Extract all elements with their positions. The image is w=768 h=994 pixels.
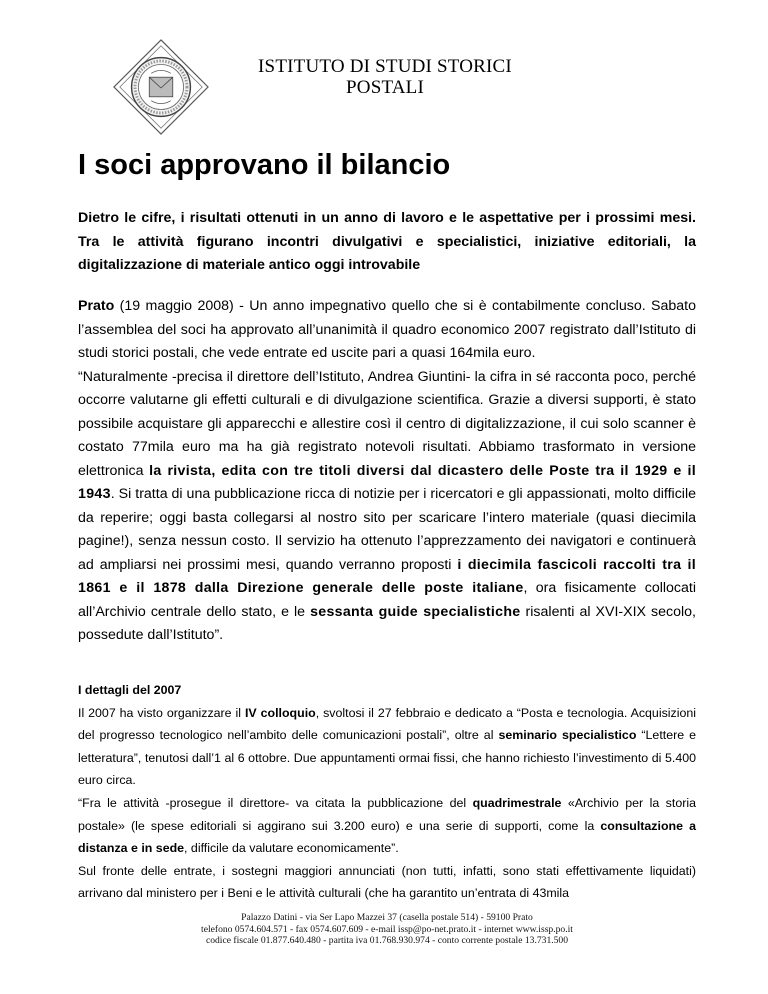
article-title: I soci approvano il bilancio xyxy=(78,149,451,181)
highlight-colloquio: IV colloquio xyxy=(244,705,316,720)
letterhead-footer xyxy=(78,912,696,947)
footer-address: Palazzo Datini - via Ser Lapo Mazzei 37 (casella postale 514) - 59100 Prato xyxy=(241,912,533,923)
highlight-consultazione: consultazione a distanza e in sede xyxy=(78,818,696,856)
highlight-seminario: seminario specialistico xyxy=(498,728,637,743)
details-section xyxy=(78,679,696,905)
article-body xyxy=(78,295,696,648)
details-paragraph-3: Sul fronte delle entrate, i sostegni maggiori annunciati (non tutti, infatti, sono stati effettivamente liquidati) arrivano dal ministero per i Beni e le attività culturali (che ha garantito un’entrata di 43mila xyxy=(78,863,696,901)
highlight-fascicoli: i diecimila fascicoli raccolti tra il 1861 e il 1878 dalla Direzione generale delle poste italiane xyxy=(78,556,697,596)
institute-seal-icon xyxy=(112,38,210,136)
article-lead: Dietro le cifre, i risultati ottenuti in un anno di lavoro e le aspettative per i prossimi mesi. Tra le attività figurano incontri divulgativi e specialistici, iniziative editoriali, la digitalizzazione di materiale antico oggi introvabile xyxy=(78,210,696,273)
body-paragraph-1: Prato (19 maggio 2008) - Un anno impegnativo quello che si è contabilmente concluso. Sabato l’assemblea del soci ha approvato all’unanimità il quadro economico 2007 registrato dall’Istituto di studi storici postali, che vede entrate ed uscite pari a quasi 164mila euro. xyxy=(78,298,696,361)
details-paragraph-1: Il 2007 ha visto organizzare il IV colloquio, svoltosi il 27 febbraio e dedicato a “Posta e tecnologia. Acquisizioni del progresso tecnologico nell’ambito delle comunicazioni postali”, oltre al seminario specialistico “Lettere e letteratura”, tenutosi dall’1 al 6 ottobre. Due appuntamenti ormai fissi, che hanno richiesto l’investimento di 5.400 euro circa. xyxy=(78,705,697,788)
institute-name-line1: ISTITUTO DI STUDI STORICI xyxy=(258,56,512,77)
highlight-rivista: la rivista, edita con tre titoli diversi dal dicastero delle Poste tra il 1929 e il 1943 xyxy=(78,462,697,502)
institute-name xyxy=(250,56,520,98)
body-paragraph-2: “Naturalmente -precisa il direttore dell’Istituto, Andrea Giuntini- la cifra in sé racconta poco, perché occorre valutarne gli effetti culturali e di divulgazione scientifica. Grazie a diversi supporti, è stato possibile acquistare gli apparecchi e allestire così il centro di digitalizzazione, il cui solo scanner è costato 77mila euro ma ha già registrato notevoli risultati. Abbiamo trasformato in versione elettronica la rivista, edita con tre titoli diversi dal dicastero delle Poste tra il 1929 e il 1943. Si tratta di una pubblicazione ricca di notizie per i ricercatori e gli appassionati, molto difficile da reperire; oggi basta collegarsi al nostro sito per scaricare l’intero materiale (quasi diecimila pagine!), senza nessun costo. Il servizio ha ottenuto l’apprezzamento dei navigatori e continuerà ad ampliarsi nei prossimi mesi, quando verranno proposti i diecimila fascicoli raccolti tra il 1861 e il 1878 dalla Direzione generale delle poste italiane, ora fisicamente collocati all’Archivio centrale dello stato, e le sessanta guide specialistiche risalenti al XVI-XIX secolo, possedute dall’Istituto”. xyxy=(78,368,697,643)
highlight-guide: sessanta guide specialistiche xyxy=(310,603,521,620)
dateline-place: Prato xyxy=(78,298,115,314)
details-paragraph-2: “Fra le attività -prosegue il direttore- va citata la pubblicazione del quadrimestrale «Archivio per la storia postale» (le spese editoriali si aggirano sui 3.200 euro) e una serie di supporti, come la consultazione a distanza e in sede, difficile da valutare economicamente”. xyxy=(78,795,696,856)
details-heading: I dettagli del 2007 xyxy=(78,683,182,697)
footer-contacts: telefono 0574.604.571 - fax 0574.607.609 - e-mail issp@po-net.prato.it - internet www.issp.po.it xyxy=(201,923,573,935)
highlight-quadrimestrale: quadrimestrale xyxy=(472,795,562,810)
footer-fiscal: codice fiscale 01.877.640.480 - partita iva 01.768.930.974 - conto corrente postale 13.731.500 xyxy=(205,935,569,946)
institute-name-line2: POSTALI xyxy=(346,77,424,98)
